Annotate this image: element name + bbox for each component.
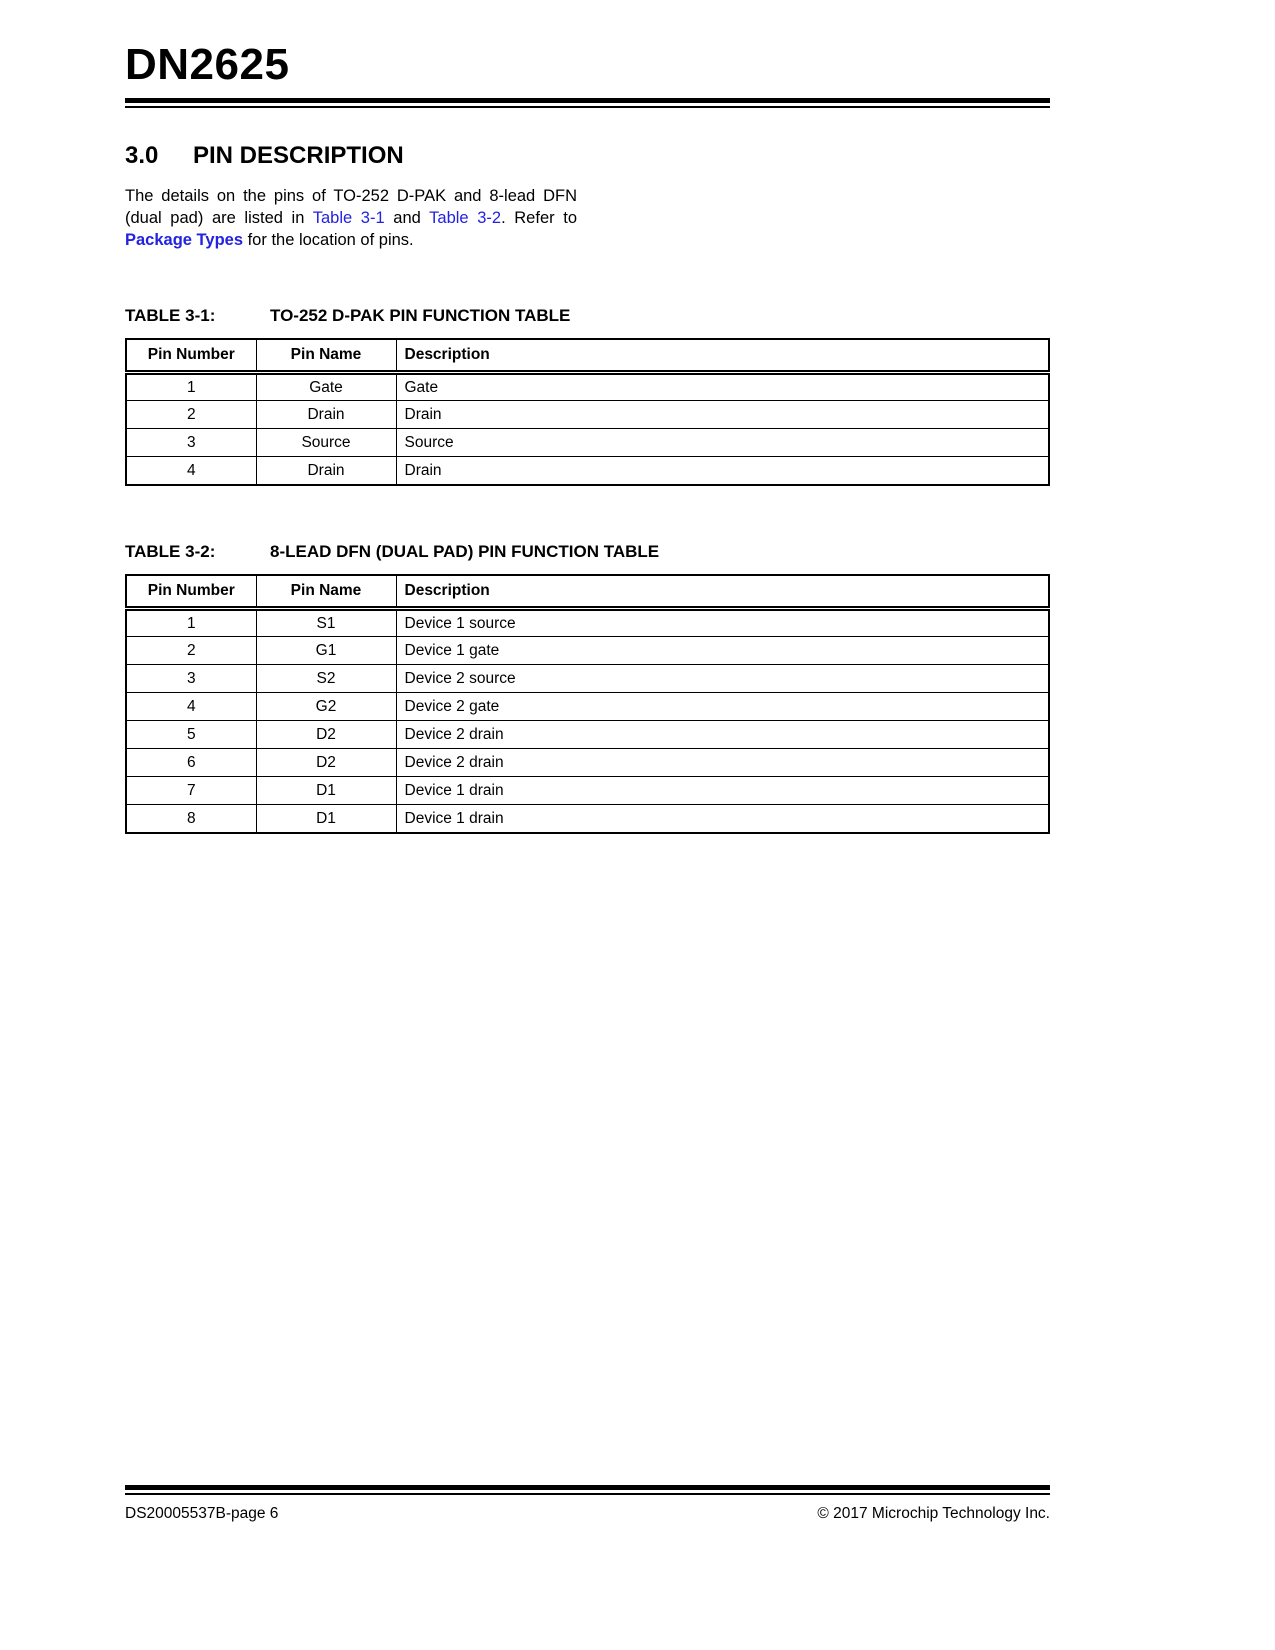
table-row — [126, 457, 1049, 485]
pin-name-cell: Gate — [256, 373, 396, 401]
table-row — [126, 693, 1049, 721]
page-content — [125, 0, 1050, 834]
table-row — [126, 805, 1049, 833]
link-table-3-1[interactable]: Table 3-1 — [312, 208, 385, 227]
section-number: 3.0 — [125, 142, 159, 169]
column-header-description: Description — [396, 575, 1049, 609]
header-rule-thick — [125, 98, 1050, 103]
description-cell: Drain — [396, 401, 1049, 429]
footer-text — [125, 1505, 1050, 1523]
pin-number-cell: 6 — [126, 749, 256, 777]
footer-rule-thin — [125, 1493, 1050, 1495]
description-cell: Device 1 drain — [396, 805, 1049, 833]
table-1-label: TABLE 3-1: — [125, 305, 216, 325]
page-title: DN2625 — [125, 40, 290, 89]
table-row — [126, 721, 1049, 749]
table-row — [126, 749, 1049, 777]
header-rule — [125, 98, 1050, 108]
table-row — [126, 373, 1049, 401]
table-header-row — [126, 575, 1049, 609]
table-header-row — [126, 339, 1049, 373]
text-segment: and — [384, 208, 430, 227]
pin-number-cell: 1 — [126, 609, 256, 637]
description-cell: Device 2 gate — [396, 693, 1049, 721]
pin-name-cell: D1 — [256, 777, 396, 805]
pin-number-cell: 2 — [126, 637, 256, 665]
pin-function-table-to252 — [125, 338, 1050, 486]
footer-rule — [125, 1485, 1050, 1495]
footer-rule-thick — [125, 1485, 1050, 1490]
column-header-pin-name: Pin Name — [256, 339, 396, 373]
pin-number-cell: 8 — [126, 805, 256, 833]
table-2-title: 8-LEAD DFN (DUAL PAD) PIN FUNCTION TABLE — [270, 541, 660, 561]
table-row — [126, 665, 1049, 693]
pin-number-cell: 7 — [126, 777, 256, 805]
page-footer — [125, 1485, 1050, 1523]
table-row — [126, 777, 1049, 805]
description-cell: Device 1 drain — [396, 777, 1049, 805]
pin-name-cell: Drain — [256, 457, 396, 485]
description-cell: Device 2 drain — [396, 749, 1049, 777]
description-cell: Source — [396, 429, 1049, 457]
column-header-pin-name: Pin Name — [256, 575, 396, 609]
pin-number-cell: 4 — [126, 693, 256, 721]
link-package-types[interactable]: Package Types — [125, 230, 244, 249]
table-row — [126, 401, 1049, 429]
pin-name-cell: D2 — [256, 721, 396, 749]
text-segment: The details on the pins of TO-252 D-PAK and 8-lead DFN (dual pad) are listed in — [125, 187, 577, 227]
table-row — [126, 609, 1049, 637]
pin-name-cell: D2 — [256, 749, 396, 777]
text-segment: for the location of pins. — [243, 230, 414, 249]
footer-copyright: © 2017 Microchip Technology Inc. — [817, 1505, 1050, 1522]
pin-function-table-dfn — [125, 574, 1050, 834]
pin-number-cell: 3 — [126, 665, 256, 693]
description-cell: Device 2 source — [396, 665, 1049, 693]
pin-name-cell: G1 — [256, 637, 396, 665]
section-heading — [125, 142, 1050, 170]
table-2-label: TABLE 3-2: — [125, 541, 216, 561]
intro-paragraph — [125, 186, 577, 252]
pin-number-cell: 1 — [126, 373, 256, 401]
pin-name-cell: S1 — [256, 609, 396, 637]
header-rule-thin — [125, 106, 1050, 108]
pin-name-cell: D1 — [256, 805, 396, 833]
pin-number-cell: 2 — [126, 401, 256, 429]
column-header-pin-number: Pin Number — [126, 575, 256, 609]
description-cell: Drain — [396, 457, 1049, 485]
description-cell: Device 2 drain — [396, 721, 1049, 749]
text-segment: . Refer to — [501, 208, 577, 227]
pin-name-cell: Source — [256, 429, 396, 457]
table-1-caption — [125, 306, 1050, 326]
description-cell: Device 1 gate — [396, 637, 1049, 665]
link-table-3-2[interactable]: Table 3-2 — [429, 208, 502, 227]
section-title: PIN DESCRIPTION — [193, 142, 404, 169]
table-1-title: TO-252 D-PAK PIN FUNCTION TABLE — [270, 305, 571, 325]
pin-name-cell: S2 — [256, 665, 396, 693]
pin-number-cell: 5 — [126, 721, 256, 749]
table-row — [126, 637, 1049, 665]
column-header-pin-number: Pin Number — [126, 339, 256, 373]
pin-name-cell: Drain — [256, 401, 396, 429]
table-row — [126, 429, 1049, 457]
description-cell: Gate — [396, 373, 1049, 401]
column-header-description: Description — [396, 339, 1049, 373]
pin-number-cell: 4 — [126, 457, 256, 485]
description-cell: Device 1 source — [396, 609, 1049, 637]
table-2-caption — [125, 542, 1050, 562]
pin-name-cell: G2 — [256, 693, 396, 721]
footer-page-number: DS20005537B-page 6 — [125, 1505, 279, 1522]
pin-number-cell: 3 — [126, 429, 256, 457]
